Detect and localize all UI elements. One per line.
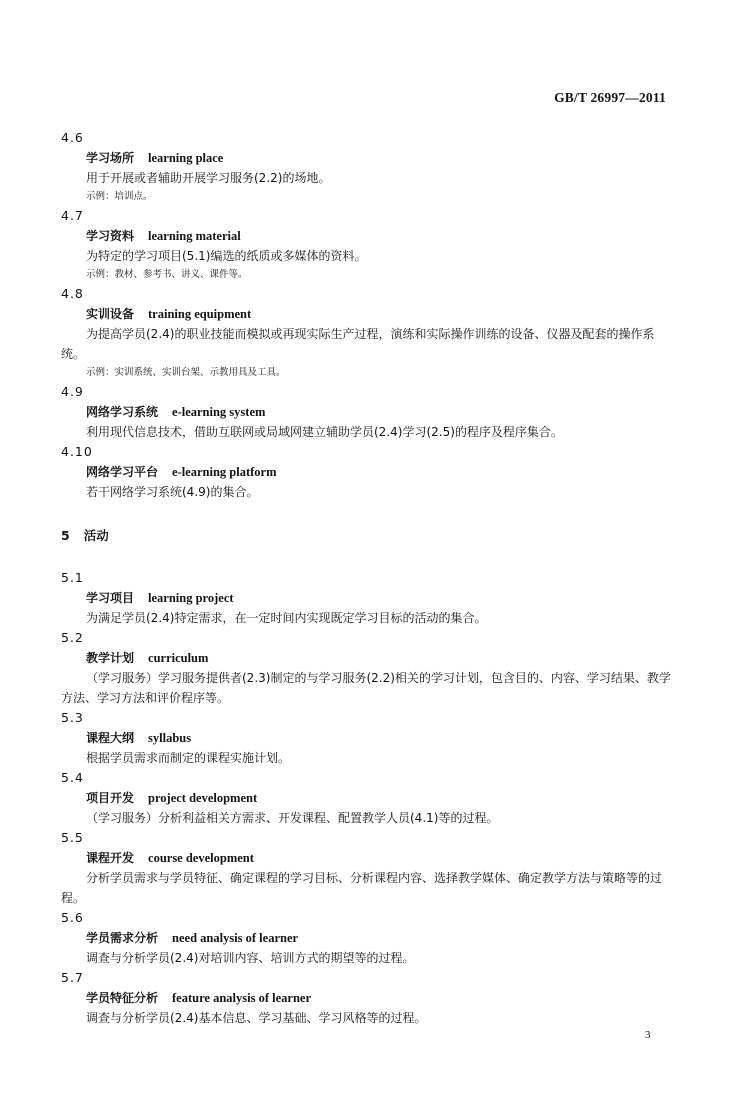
term-zh: 课程大纲: [86, 731, 135, 745]
term-heading: [61, 402, 677, 422]
term-entry-5-5: [61, 828, 677, 908]
term-definition: 为满足学员(2.4)特定需求，在一定时间内实现既定学习目标的活动的集合。: [86, 611, 487, 625]
clause-number: 5.6: [61, 910, 84, 925]
section-title: 活动: [83, 528, 109, 543]
term-definition: （学习服务）分析利益相关方需求、开发课程、配置教学人员(4.1)等的过程。: [86, 811, 499, 825]
term-en: feature analysis of learner: [172, 991, 311, 1005]
term-entry-4-10: [61, 442, 677, 502]
term-heading: [61, 648, 677, 668]
term-example: 示例：教材、参考书、讲义、课件等。: [86, 269, 248, 280]
term-heading: [61, 788, 677, 808]
term-definition: 调查与分析学员(2.4)对培训内容、培训方式的期望等的过程。: [86, 951, 415, 965]
section-number: 5: [61, 528, 70, 543]
term-zh: 课程开发: [86, 851, 135, 865]
term-entry-5-2: [61, 628, 677, 708]
term-en: e-learning platform: [172, 465, 277, 479]
clause-number: 4.10: [61, 444, 93, 459]
term-zh: 网络学习平台: [86, 465, 159, 479]
clause-number: 5.1: [61, 570, 84, 585]
section-heading: [61, 526, 677, 546]
term-heading: [61, 728, 677, 748]
term-heading: [61, 462, 677, 482]
term-zh: 实训设备: [86, 307, 135, 321]
term-definition: 利用现代信息技术，借助互联网或局域网建立辅助学员(2.4)学习(2.5)的程序及程序集合。: [86, 425, 563, 439]
term-definition: 根据学员需求而制定的课程实施计划。: [86, 751, 291, 765]
term-definition: （学习服务）学习服务提供者(2.3)制定的与学习服务(2.2)相关的学习计划，包含目的、内容、学习结果、教学方法、学习方法和评价程序等。: [61, 671, 671, 705]
term-definition: 为提高学员(2.4)的职业技能而模拟或再现实际生产过程，演练和实际操作训练的设备、仪器及配套的操作系统。: [61, 327, 655, 361]
clause-number: 4.6: [61, 130, 84, 145]
clause-number: 5.3: [61, 710, 84, 725]
clause-number: 4.7: [61, 208, 84, 223]
term-entry-5-6: [61, 908, 677, 968]
term-en: learning place: [148, 151, 224, 165]
term-zh: 学习场所: [86, 151, 135, 165]
clause-number: 5.4: [61, 770, 84, 785]
term-definition: 调查与分析学员(2.4)基本信息、学习基础、学习风格等的过程。: [86, 1011, 427, 1025]
term-heading: [61, 848, 677, 868]
clause-number: 4.8: [61, 286, 84, 301]
term-en: learning project: [148, 591, 234, 605]
term-en: course development: [148, 851, 254, 865]
term-example: 示例：实训系统、实训台架、示教用具及工具。: [86, 367, 286, 378]
page-number: 3: [645, 1029, 651, 1041]
clause-number: 4.9: [61, 384, 84, 399]
term-zh: 教学计划: [86, 651, 135, 665]
document-code: GB/T 26997—2011: [554, 90, 666, 105]
term-example: 示例：培训点。: [86, 191, 153, 202]
term-definition: 为特定的学习项目(5.1)编选的纸质或多媒体的资料。: [86, 249, 367, 263]
term-en: syllabus: [148, 731, 192, 745]
term-entry-5-7: [61, 968, 677, 1028]
term-zh: 学习项目: [86, 591, 135, 605]
term-heading: [61, 304, 677, 324]
term-zh: 网络学习系统: [86, 405, 159, 419]
clause-number: 5.5: [61, 830, 84, 845]
term-definition: 用于开展或者辅助开展学习服务(2.2)的场地。: [86, 171, 331, 185]
term-zh: 学员需求分析: [86, 931, 159, 945]
term-heading: [61, 588, 677, 608]
term-definition: 若干网络学习系统(4.9)的集合。: [86, 485, 259, 499]
term-zh: 学员特征分析: [86, 991, 159, 1005]
document-body: [61, 128, 677, 1028]
term-entry-5-3: [61, 708, 677, 768]
term-heading: [61, 928, 677, 948]
term-en: e-learning system: [172, 405, 266, 419]
term-definition: 分析学员需求与学员特征、确定课程的学习目标、分析课程内容、选择教学媒体、确定教学方法与策略等的过程。: [61, 871, 663, 905]
term-entry-5-1: [61, 568, 677, 628]
term-en: need analysis of learner: [172, 931, 299, 945]
clause-number: 5.2: [61, 630, 84, 645]
term-entry-4-8: [61, 284, 677, 382]
term-en: training equipment: [148, 307, 252, 321]
term-entry-4-7: [61, 206, 677, 284]
term-en: learning material: [148, 229, 241, 243]
clause-number: 5.7: [61, 970, 84, 985]
term-heading: [61, 988, 677, 1008]
term-heading: [61, 226, 677, 246]
term-zh: 项目开发: [86, 791, 135, 805]
term-zh: 学习资料: [86, 229, 135, 243]
term-entry-5-4: [61, 768, 677, 828]
term-en: curriculum: [148, 651, 209, 665]
term-en: project development: [148, 791, 258, 805]
term-entry-4-9: [61, 382, 677, 442]
term-heading: [61, 148, 677, 168]
term-entry-4-6: [61, 128, 677, 206]
